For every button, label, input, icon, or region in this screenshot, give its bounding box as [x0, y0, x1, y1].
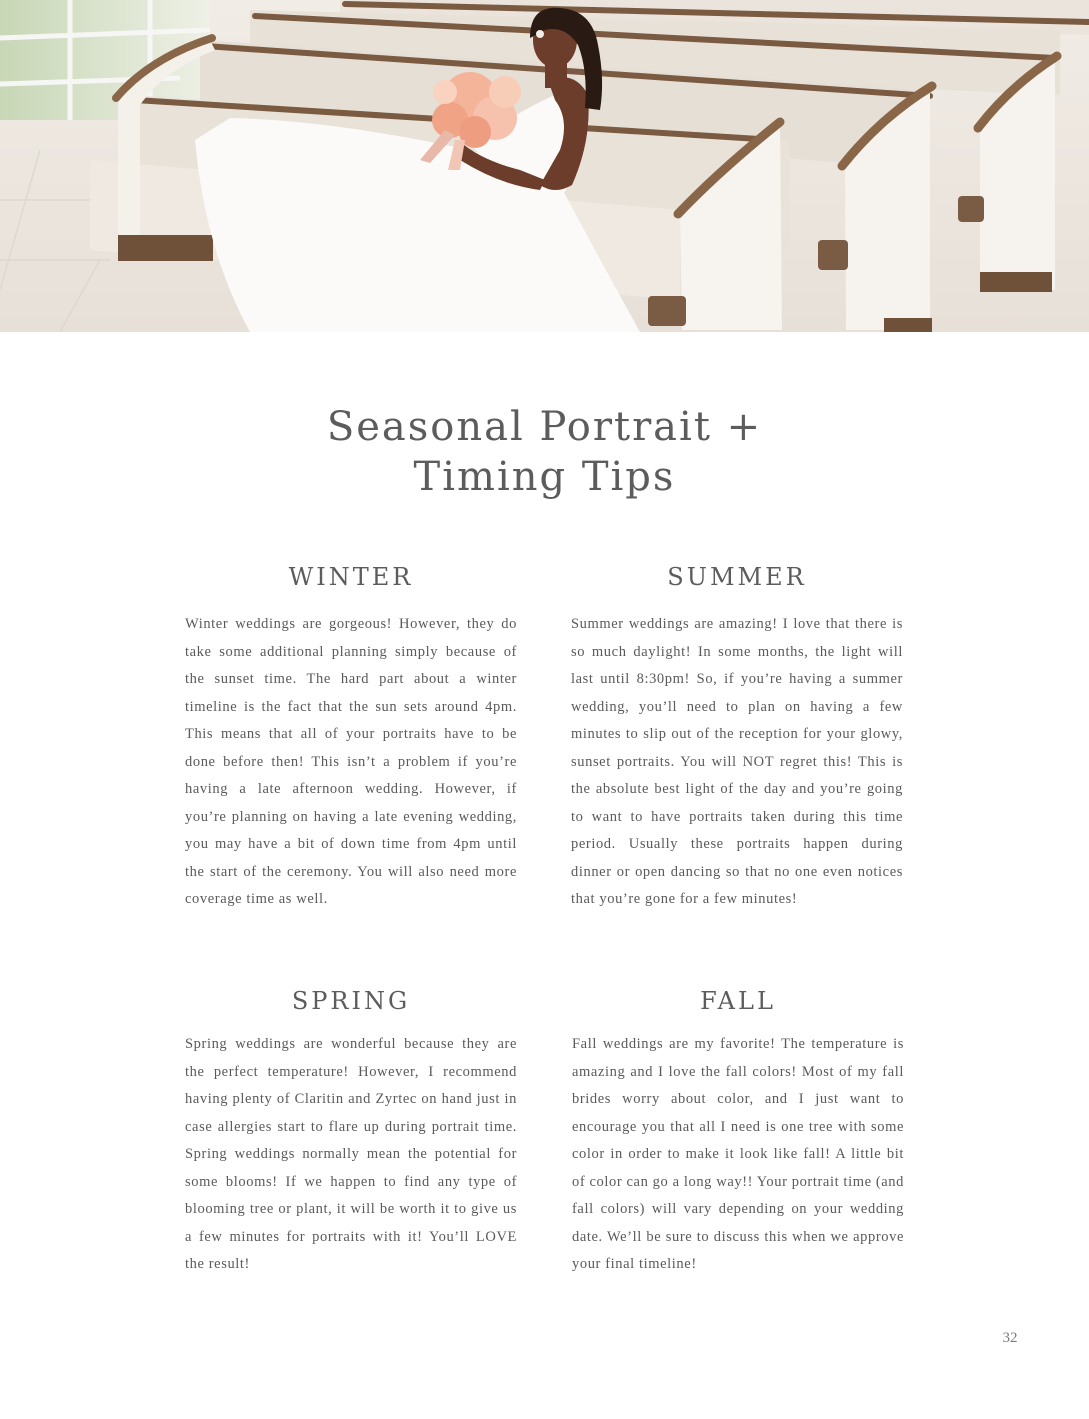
page-title [0, 402, 1089, 502]
page-title-line-2: Timing Tips [413, 454, 676, 500]
hero-photo [0, 0, 1089, 332]
summer-section [571, 561, 903, 914]
bride-on-church-pew-illustration [0, 0, 1089, 332]
page-title-line-1: Seasonal Portrait + [326, 404, 763, 450]
fall-section [572, 985, 904, 1279]
winter-section [185, 561, 517, 914]
winter-body: Winter weddings are gorgeous! However, they do take some additional planning simply because of the sunset time. The hard part about a winter timeline is the fact that the sun sets around 4pm. This means that all of your portraits have to be done before then! This isn’t a problem if you’re having a late afternoon wedding. However, if you’re planning on having a late evening wedding, you may have a bit of down time from 4pm until the start of the ceremony. You will also need more coverage time as well. [185, 616, 517, 907]
fall-body: Fall weddings are my favorite! The temperature is amazing and I love the fall colors! Most of my fall brides worry about color, and I just want to encourage you that all I need is one tree with some color in order to make it look like fall! A little bit of color can go a long way!! Your portrait time (and fall colors) will vary depending on your wedding date. We’ll be sure to discuss this when we approve your final timeline! [572, 1036, 904, 1272]
summer-heading: SUMMER [667, 563, 807, 591]
spring-section [185, 985, 517, 1279]
summer-body: Summer weddings are amazing! I love that there is so much daylight! In some months, the light will last until 8:30pm! So, if you’re having a summer wedding, you’ll need to plan on having a few minutes to slip out of the reception for your glowy, sunset portraits. You will NOT regret this! This is the absolute best light of the day and you’re going to want to have portraits taken during this time period. Usually these portraits happen during dinner or open dancing so that no one even notices that you’re gone for a few minutes! [571, 616, 903, 907]
winter-heading: WINTER [288, 563, 414, 591]
spring-heading: SPRING [291, 987, 411, 1015]
spring-body: Spring weddings are wonderful because they are the perfect temperature! However, I recommend having plenty of Claritin and Zyrtec on hand just in case allergies start to flare up during portrait time. Spring weddings normally mean the potential for some blooms! If we happen to find any type of blooming tree or plant, it will be worth it to give us a few minutes for portraits with it! You’ll LOVE the result! [185, 1036, 517, 1272]
page-number: 32 [1002, 1330, 1018, 1346]
fall-heading: FALL [700, 987, 776, 1015]
